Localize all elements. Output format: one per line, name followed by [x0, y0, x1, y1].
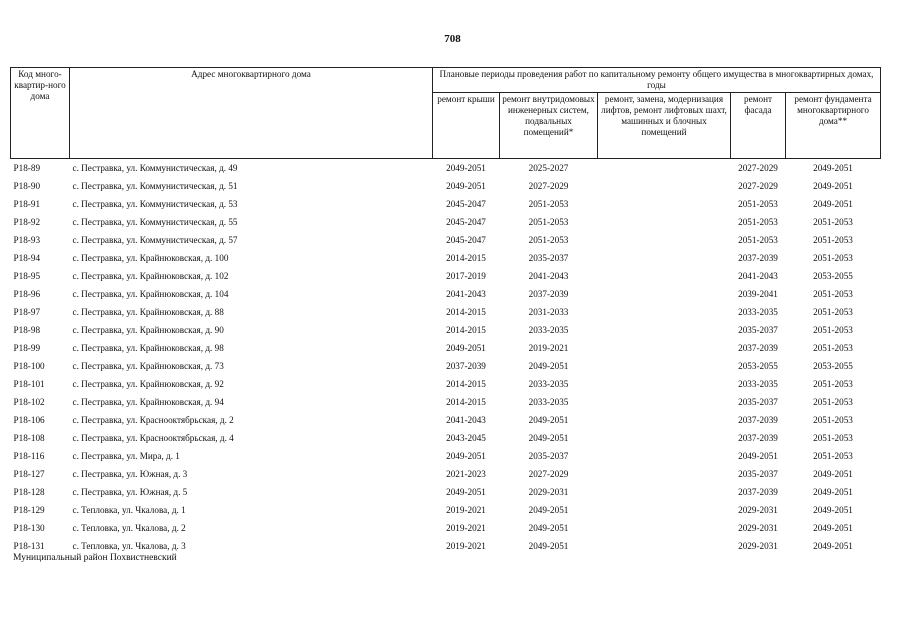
cell-lifts	[598, 537, 731, 555]
cell-code: Р18-128	[13, 486, 45, 497]
cell-address: с. Пестравка, ул. Коммунистическая, д. 49	[72, 162, 238, 173]
district-caption: Муниципальный район Похвистневский	[13, 553, 177, 563]
cell-facade: 2051-2053	[738, 198, 778, 209]
cell-address: с. Пестравка, ул. Краснооктябрьская, д. 4	[72, 432, 234, 443]
cell-roof: 2049-2051	[446, 450, 486, 461]
cell-roof: 2019-2021	[446, 504, 486, 515]
cell-roof: 2041-2043	[446, 414, 486, 425]
table-row	[11, 357, 881, 375]
cell-address: с. Пестравка, ул. Крайнюковская, д. 102	[72, 270, 229, 281]
cell-facade: 2041-2043	[738, 270, 778, 281]
cell-facade: 2035-2037	[738, 468, 778, 479]
cell-lifts	[598, 411, 731, 429]
cell-systems: 2033-2035	[528, 324, 569, 335]
cell-foundation: 2051-2053	[813, 414, 853, 425]
cell-code: Р18-96	[13, 288, 41, 299]
cell-lifts	[598, 501, 731, 519]
cell-address: с. Пестравка, ул. Мира, д. 1	[72, 450, 180, 461]
cell-systems: 2029-2031	[528, 486, 569, 497]
cell-address: с. Пестравка, ул. Южная, д. 5	[72, 486, 188, 497]
cell-lifts	[598, 465, 731, 483]
cell-lifts	[598, 303, 731, 321]
cell-facade: 2051-2053	[738, 216, 778, 227]
cell-systems: 2051-2053	[528, 216, 569, 227]
cell-foundation: 2053-2055	[813, 360, 853, 371]
cell-lifts	[598, 519, 731, 537]
cell-foundation: 2049-2051	[813, 522, 853, 533]
cell-lifts	[598, 393, 731, 411]
cell-systems: 2019-2021	[528, 342, 569, 353]
table-row	[11, 465, 881, 483]
cell-lifts	[598, 249, 731, 267]
cell-lifts	[598, 267, 731, 285]
cell-foundation: 2051-2053	[813, 252, 853, 263]
cell-roof: 2045-2047	[446, 234, 486, 245]
cell-code: Р18-92	[13, 216, 41, 227]
cell-foundation: 2049-2051	[813, 180, 853, 191]
cell-lifts	[598, 321, 731, 339]
cell-facade: 2037-2039	[738, 432, 778, 443]
cell-roof: 2037-2039	[446, 360, 486, 371]
table-row	[11, 177, 881, 195]
cell-address: с. Пестравка, ул. Коммунистическая, д. 53	[72, 198, 238, 209]
header-roof: ремонт крыши	[433, 93, 500, 159]
cell-roof: 2049-2051	[446, 162, 486, 173]
cell-roof: 2041-2043	[446, 288, 486, 299]
cell-address: с. Тепловка, ул. Чкалова, д. 3	[72, 540, 186, 551]
cell-address: с. Тепловка, ул. Чкалова, д. 1	[72, 504, 186, 515]
cell-facade: 2035-2037	[738, 324, 778, 335]
cell-facade: 2033-2035	[738, 378, 778, 389]
cell-facade: 2033-2035	[738, 306, 778, 317]
cell-foundation: 2051-2053	[813, 396, 853, 407]
cell-systems: 2049-2051	[528, 540, 569, 551]
cell-facade: 2029-2031	[738, 504, 778, 515]
table-row	[11, 501, 881, 519]
cell-roof: 2049-2051	[446, 342, 486, 353]
cell-lifts	[598, 357, 731, 375]
cell-code: Р18-97	[13, 306, 41, 317]
table-row	[11, 483, 881, 501]
table-row	[11, 231, 881, 249]
header-code: Код много-квартир-ного дома	[11, 68, 70, 159]
cell-address: с. Пестравка, ул. Крайнюковская, д. 88	[72, 306, 224, 317]
cell-systems: 2027-2029	[528, 180, 569, 191]
cell-systems: 2035-2037	[528, 450, 569, 461]
cell-lifts	[598, 429, 731, 447]
cell-facade: 2037-2039	[738, 486, 778, 497]
cell-code: Р18-93	[13, 234, 41, 245]
cell-foundation: 2051-2053	[813, 378, 853, 389]
table-row	[11, 267, 881, 285]
cell-systems: 2033-2035	[528, 396, 569, 407]
cell-foundation: 2049-2051	[813, 468, 853, 479]
cell-systems: 2035-2037	[528, 252, 569, 263]
cell-foundation: 2051-2053	[813, 234, 853, 245]
cell-lifts	[598, 375, 731, 393]
cell-code: Р18-116	[13, 450, 45, 461]
cell-code: Р18-127	[13, 468, 45, 479]
cell-systems: 2037-2039	[528, 288, 569, 299]
cell-code: Р18-108	[13, 432, 45, 443]
cell-foundation: 2051-2053	[813, 432, 853, 443]
table-row	[11, 195, 881, 213]
cell-roof: 2049-2051	[446, 486, 486, 497]
cell-code: Р18-95	[13, 270, 41, 281]
cell-lifts	[598, 483, 731, 501]
cell-facade: 2049-2051	[738, 450, 778, 461]
cell-facade: 2037-2039	[738, 414, 778, 425]
cell-foundation: 2051-2053	[813, 324, 853, 335]
cell-roof: 2045-2047	[446, 216, 486, 227]
cell-systems: 2051-2053	[528, 234, 569, 245]
cell-facade: 2051-2053	[738, 234, 778, 245]
table-body	[11, 159, 881, 556]
cell-code: Р18-89	[13, 162, 41, 173]
cell-systems: 2025-2027	[528, 162, 569, 173]
cell-address: с. Пестравка, ул. Крайнюковская, д. 92	[72, 378, 224, 389]
cell-address: с. Тепловка, ул. Чкалова, д. 2	[72, 522, 186, 533]
cell-foundation: 2049-2051	[813, 540, 853, 551]
cell-address: с. Пестравка, ул. Крайнюковская, д. 73	[72, 360, 224, 371]
table-row	[11, 321, 881, 339]
cell-code: Р18-131	[13, 540, 45, 551]
cell-facade: 2053-2055	[738, 360, 778, 371]
table-row	[11, 375, 881, 393]
cell-lifts	[598, 231, 731, 249]
cell-address: с. Пестравка, ул. Крайнюковская, д. 98	[72, 342, 224, 353]
cell-address: с. Пестравка, ул. Коммунистическая, д. 51	[72, 180, 238, 191]
cell-systems: 2049-2051	[528, 504, 569, 515]
cell-facade: 2037-2039	[738, 342, 778, 353]
cell-lifts	[598, 195, 731, 213]
cell-facade: 2027-2029	[738, 180, 778, 191]
cell-lifts	[598, 177, 731, 195]
cell-foundation: 2049-2051	[813, 486, 853, 497]
table-row	[11, 429, 881, 447]
cell-roof: 2049-2051	[446, 180, 486, 191]
cell-lifts	[598, 285, 731, 303]
cell-address: с. Пестравка, ул. Крайнюковская, д. 100	[72, 252, 229, 263]
table-row	[11, 159, 881, 178]
cell-foundation: 2051-2053	[813, 306, 853, 317]
cell-foundation: 2051-2053	[813, 288, 853, 299]
cell-address: с. Пестравка, ул. Коммунистическая, д. 55	[72, 216, 238, 227]
cell-roof: 2019-2021	[446, 522, 486, 533]
cell-roof: 2014-2015	[446, 396, 486, 407]
cell-facade: 2035-2037	[738, 396, 778, 407]
cell-roof: 2014-2015	[446, 378, 486, 389]
cell-code: Р18-90	[13, 180, 41, 191]
cell-address: с. Пестравка, ул. Коммунистическая, д. 57	[72, 234, 238, 245]
cell-systems: 2049-2051	[528, 432, 569, 443]
table-row	[11, 303, 881, 321]
cell-roof: 2014-2015	[446, 252, 486, 263]
header-lifts: ремонт, замена, модернизация лифтов, ремонт лифтовых шахт, машинных и блочных помещений	[598, 93, 731, 159]
cell-systems: 2027-2029	[528, 468, 569, 479]
cell-systems: 2049-2051	[528, 360, 569, 371]
cell-foundation: 2051-2053	[813, 450, 853, 461]
cell-code: Р18-91	[13, 198, 41, 209]
cell-roof: 2014-2015	[446, 324, 486, 335]
table-row	[11, 411, 881, 429]
cell-code: Р18-102	[13, 396, 45, 407]
cell-lifts	[598, 447, 731, 465]
header-foundation: ремонт фундамента многоквартирного дома**	[786, 93, 881, 159]
cell-lifts	[598, 159, 731, 178]
table-row	[11, 339, 881, 357]
capital-repair-table	[10, 67, 881, 555]
cell-lifts	[598, 213, 731, 231]
header-systems: ремонт внутридомовых инженерных систем, подвальных помещений*	[500, 93, 598, 159]
table-header	[11, 68, 881, 159]
cell-facade: 2029-2031	[738, 540, 778, 551]
header-facade: ремонт фасада	[731, 93, 786, 159]
header-address: Адрес многоквартирного дома	[70, 68, 433, 159]
cell-facade: 2029-2031	[738, 522, 778, 533]
table-row	[11, 285, 881, 303]
table-row	[11, 519, 881, 537]
cell-systems: 2031-2033	[528, 306, 569, 317]
table-row	[11, 393, 881, 411]
cell-foundation: 2053-2055	[813, 270, 853, 281]
cell-foundation: 2051-2053	[813, 342, 853, 353]
cell-code: Р18-106	[13, 414, 45, 425]
cell-roof: 2014-2015	[446, 306, 486, 317]
cell-systems: 2041-2043	[528, 270, 569, 281]
cell-address: с. Пестравка, ул. Крайнюковская, д. 94	[72, 396, 224, 407]
cell-address: с. Пестравка, ул. Крайнюковская, д. 90	[72, 324, 224, 335]
cell-roof: 2045-2047	[446, 198, 486, 209]
table-row	[11, 447, 881, 465]
cell-foundation: 2049-2051	[813, 162, 853, 173]
cell-roof: 2019-2021	[446, 540, 486, 551]
cell-systems: 2051-2053	[528, 198, 569, 209]
cell-code: Р18-98	[13, 324, 41, 335]
cell-facade: 2027-2029	[738, 162, 778, 173]
cell-foundation: 2051-2053	[813, 216, 853, 227]
cell-code: Р18-94	[13, 252, 41, 263]
cell-facade: 2037-2039	[738, 252, 778, 263]
cell-address: с. Пестравка, ул. Крайнюковская, д. 104	[72, 288, 229, 299]
cell-address: с. Пестравка, ул. Краснооктябрьская, д. 2	[72, 414, 234, 425]
cell-systems: 2033-2035	[528, 378, 569, 389]
cell-facade: 2039-2041	[738, 288, 778, 299]
cell-roof: 2043-2045	[446, 432, 486, 443]
table-row	[11, 213, 881, 231]
cell-roof: 2021-2023	[446, 468, 486, 479]
cell-address: с. Пестравка, ул. Южная, д. 3	[72, 468, 188, 479]
cell-code: Р18-130	[13, 522, 45, 533]
cell-systems: 2049-2051	[528, 522, 569, 533]
cell-lifts	[598, 339, 731, 357]
cell-foundation: 2049-2051	[813, 504, 853, 515]
cell-code: Р18-99	[13, 342, 41, 353]
cell-code: Р18-129	[13, 504, 45, 515]
cell-code: Р18-101	[13, 378, 45, 389]
page-number: 708	[444, 33, 461, 45]
cell-foundation: 2049-2051	[813, 198, 853, 209]
header-periods: Плановые периоды проведения работ по капитальному ремонту общего имущества в многоквартирных домах, годы	[433, 68, 881, 93]
cell-roof: 2017-2019	[446, 270, 486, 281]
cell-systems: 2049-2051	[528, 414, 569, 425]
table-row	[11, 249, 881, 267]
cell-code: Р18-100	[13, 360, 45, 371]
